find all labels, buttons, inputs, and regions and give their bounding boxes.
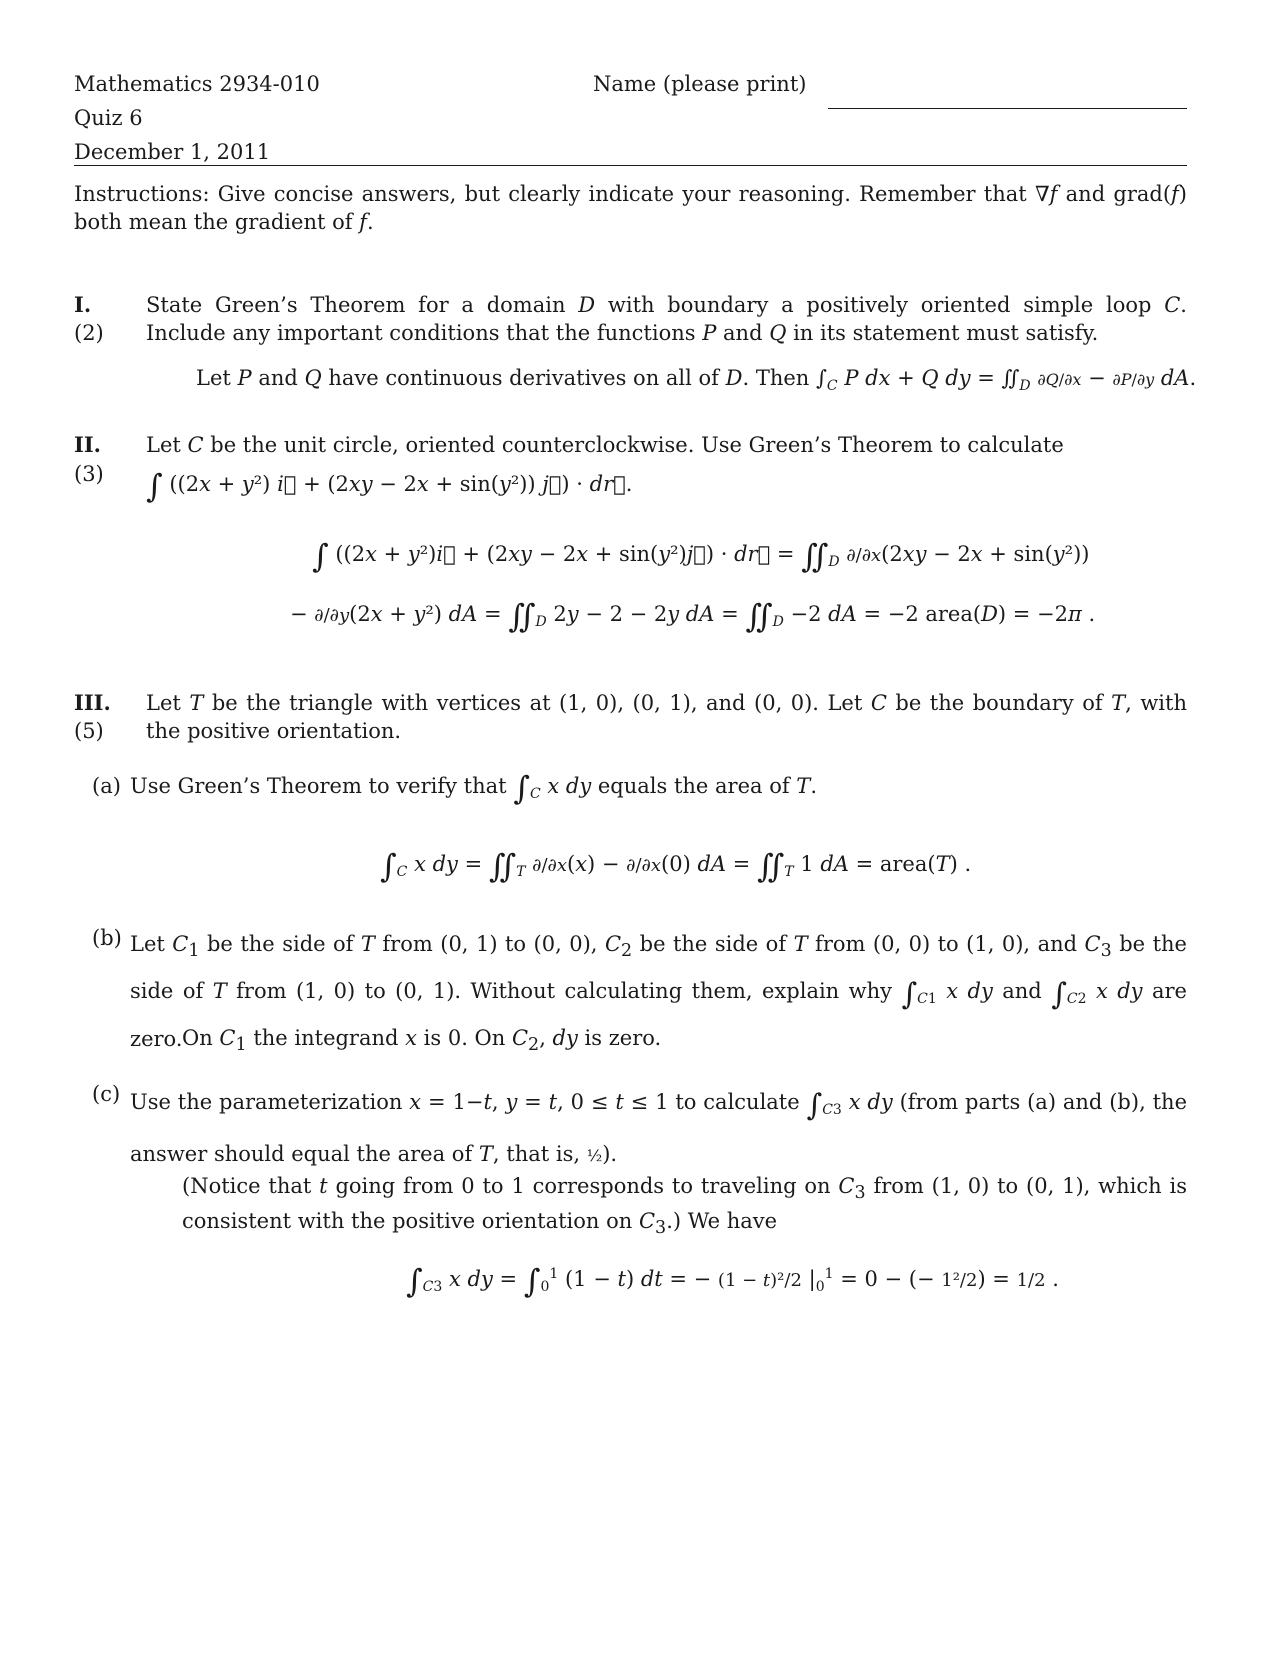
header-divider — [74, 165, 1187, 166]
quiz-date: December 1, 2011 — [74, 140, 271, 164]
part-c-question: Use the parameterization x = 1−t, y = t, 0 ≤ t ≤ 1 to calculate $\int_{C3}$ x dy (from parts (a) and (b), the answer should equal the area of T, that is, ½). — [130, 1088, 1187, 1167]
course-title: Mathematics 2934-010 — [74, 72, 320, 96]
problem-2-number: II. — [74, 432, 101, 457]
problem-2-points: (3) — [74, 462, 104, 486]
part-b-label: (b) — [92, 926, 122, 950]
problem-3-number: III. — [74, 690, 111, 715]
problem-3-points: (5) — [74, 719, 104, 743]
part-a-question: Use Green’s Theorem to verify that $\int_C$ x dy equals the area of T. — [130, 769, 817, 807]
part-a-answer: $\int_C$ x dy = $∬_T$ ∂/∂x(x) − ∂/∂x(0) dA = $∬_T$ 1 dA = area(T) . — [380, 847, 972, 885]
problem-2-integral: ∫ ((2x + y²) i⃗ + (2xy − 2x + sin(y²)) j⃗) · dr⃗. — [146, 467, 633, 505]
part-c-answer: $\int_{C3}$ x dy = $\int_0^1$ (1 − t) dt = − (1 − t)²/2 $|_0^1 = 0$ − (− 1²/2) = 1/2 . — [406, 1262, 1059, 1300]
part-c-label: (c) — [92, 1082, 121, 1106]
instructions: Instructions: Give concise answers, but clearly indicate your reasoning. Remember that ∇f and grad(f) both mean the gradient of f. — [74, 182, 1187, 234]
problem-1-text: State Green’s Theorem for a domain D with boundary a positively oriented simple loop C. Include any important conditions that the functions P and Q in its statement must satisfy. — [146, 293, 1187, 345]
problem-2-text: Let C be the unit circle, oriented counterclockwise. Use Green’s Theorem to calculate — [146, 433, 1064, 457]
problem-1-answer: Let P and Q have continuous derivatives on all of D. Then $\int_C$ P dx + Q dy = $∬_D$ ∂Q/∂x − ∂P/∂y dA. — [196, 366, 1197, 395]
name-label: Name (please print) — [593, 72, 807, 96]
part-b-answer: On $C_1$ the integrand x is 0. On $C_2$, dy is zero. — [182, 1026, 662, 1056]
part-a-label: (a) — [92, 774, 121, 798]
name-line[interactable] — [828, 108, 1187, 109]
problem-2-answer-line2: − ∂/∂y(2x + y²) dA = $∬_D$ 2y − 2 − 2y dA = $∬_D -2$ dA = −2 area(D) = −2π . — [290, 597, 1096, 635]
part-b-question: Let $C_1$ be the side of T from (0, 1) to (0, 0), $C_2$ be the side of T from (0, 0) to (1, 0), and $C_3$ be the side of T from (1, 0) to (0, 1). Without calculating them, explain why $\int_{C1}$ x dy and $\int_{C2}$ x dy are zero. — [130, 932, 1187, 1052]
part-c-note: (Notice that t going from 0 to 1 corresponds to traveling on $C_3$ from (1, 0) to (0, 1), which is consistent with the positive orientation on $C_3$.) We have — [182, 1174, 1187, 1239]
problem-2-answer-line1: ∫ ((2x + y²)i⃗ + (2xy − 2x + sin(y²)j⃗) · dr⃗ = $∬_D$ ∂/∂x(2xy − 2x + sin(y²)) — [312, 537, 1090, 575]
problem-3-text: Let T be the triangle with vertices at (1, 0), (0, 1), and (0, 0). Let C be the boundary of T, with the positive orientation. — [146, 691, 1187, 743]
quiz-label: Quiz 6 — [74, 106, 143, 130]
problem-1-points: (2) — [74, 321, 104, 345]
problem-1-number: I. — [74, 292, 92, 317]
